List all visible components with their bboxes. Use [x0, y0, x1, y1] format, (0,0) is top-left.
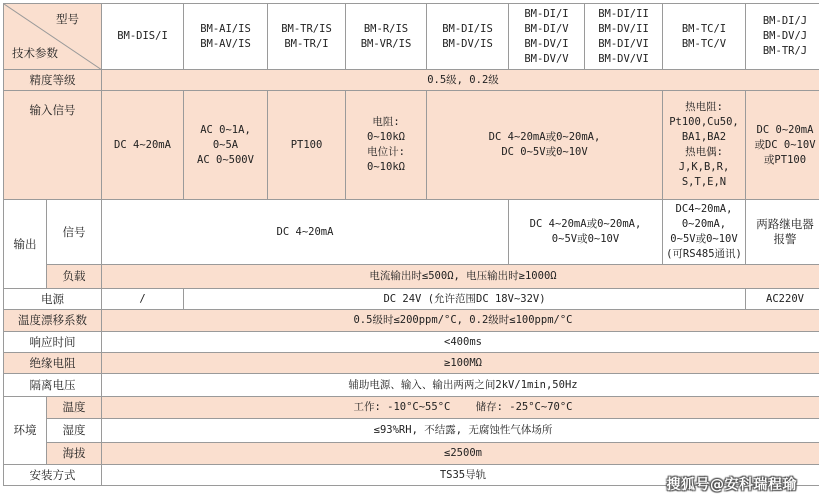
env-altitude-value: ≤2500m	[102, 443, 819, 465]
accuracy-label: 精度等级	[4, 70, 102, 91]
output-signal-cell: 两路继电器 报警	[746, 200, 819, 265]
model-header: BM-DI/IS BM-DV/IS	[427, 4, 509, 70]
response-value: <400ms	[102, 332, 819, 353]
env-humidity-row	[4, 419, 819, 443]
temp-drift-value: 0.5级时≤200ppm/°C, 0.2级时≤100ppm/°C	[102, 310, 819, 332]
response-label: 响应时间	[4, 332, 102, 353]
output-signal-cell: DC 4~20mA	[102, 200, 509, 265]
watermark: 搜狐号@安科瑞程瑜	[666, 477, 797, 493]
model-header: BM-DI/J BM-DV/J BM-TR/J	[746, 4, 819, 70]
env-temp-row	[4, 397, 819, 419]
env-temp-value: 工作: -10°C~55°C 储存: -25°C~70°C	[102, 397, 819, 419]
power-cell: /	[102, 289, 184, 310]
accuracy-row	[4, 70, 819, 91]
output-signal-cell: DC4~20mA, 0~20mA, 0~5V或0~10V (可RS485通讯)	[663, 200, 746, 265]
isolation-row	[4, 374, 819, 397]
environment-label: 环境	[4, 397, 47, 465]
env-temp-label: 温度	[47, 397, 102, 419]
model-label: 型号	[56, 12, 79, 26]
output-signal-row	[4, 200, 819, 265]
power-row	[4, 289, 819, 310]
temp-drift-label: 温度漂移系数	[4, 310, 102, 332]
header-corner	[4, 4, 102, 70]
power-cell: AC220V	[746, 289, 819, 310]
model-header: BM-DI/I BM-DI/V BM-DV/I BM-DV/V	[509, 4, 585, 70]
input-cell: DC 4~20mA	[102, 91, 184, 200]
output-load-label: 负载	[47, 265, 102, 289]
insulation-row	[4, 353, 819, 374]
output-signal-label: 信号	[47, 200, 102, 265]
model-header: BM-DI/II BM-DV/II BM-DI/VI BM-DV/VI	[585, 4, 663, 70]
mounting-label: 安装方式	[4, 465, 102, 486]
model-header: BM-TR/IS BM-TR/I	[268, 4, 346, 70]
param-label: 技术参数	[12, 46, 58, 60]
input-cell: AC 0~1A, 0~5A AC 0~500V	[184, 91, 268, 200]
isolation-value: 辅助电源、输入、输出两两之间2kV/1min,50Hz	[102, 374, 819, 397]
output-load-row	[4, 265, 819, 289]
insulation-label: 绝缘电阻	[4, 353, 102, 374]
input-row	[4, 91, 819, 200]
mounting-value: TS35导轨	[102, 465, 819, 486]
temp-drift-row	[4, 310, 819, 332]
output-load-value: 电流输出时≤500Ω, 电压输出时≥1000Ω	[102, 265, 819, 289]
insulation-value: ≥100MΩ	[102, 353, 819, 374]
env-altitude-row	[4, 443, 819, 465]
input-cell: 热电阻: Pt100,Cu50, BA1,BA2 热电偶: J,K,B,R, S,T,E,N	[663, 91, 746, 200]
response-row	[4, 332, 819, 353]
model-header: BM-R/IS BM-VR/IS	[346, 4, 427, 70]
isolation-label: 隔离电压	[4, 374, 102, 397]
input-label: 输入信号	[4, 91, 102, 200]
model-header: BM-DIS/I	[102, 4, 184, 70]
accuracy-value: 0.5级, 0.2级	[102, 70, 819, 91]
power-label: 电源	[4, 289, 102, 310]
input-cell: PT100	[268, 91, 346, 200]
env-humidity-label: 湿度	[47, 419, 102, 443]
input-cell: 电阻: 0~10kΩ 电位计: 0~10kΩ	[346, 91, 427, 200]
output-label: 输出	[4, 200, 47, 289]
output-signal-cell: DC 4~20mA或0~20mA, 0~5V或0~10V	[509, 200, 663, 265]
model-header: BM-TC/I BM-TC/V	[663, 4, 746, 70]
model-header: BM-AI/IS BM-AV/IS	[184, 4, 268, 70]
env-altitude-label: 海拔	[47, 443, 102, 465]
input-cell: DC 4~20mA或0~20mA, DC 0~5V或0~10V	[427, 91, 663, 200]
power-cell: DC 24V (允许范围DC 18V~32V)	[184, 289, 746, 310]
input-cell: DC 0~20mA 或DC 0~10V 或PT100	[746, 91, 819, 200]
spec-table	[3, 3, 819, 486]
env-humidity-value: ≤93%RH, 不结露, 无腐蚀性气体场所	[102, 419, 819, 443]
